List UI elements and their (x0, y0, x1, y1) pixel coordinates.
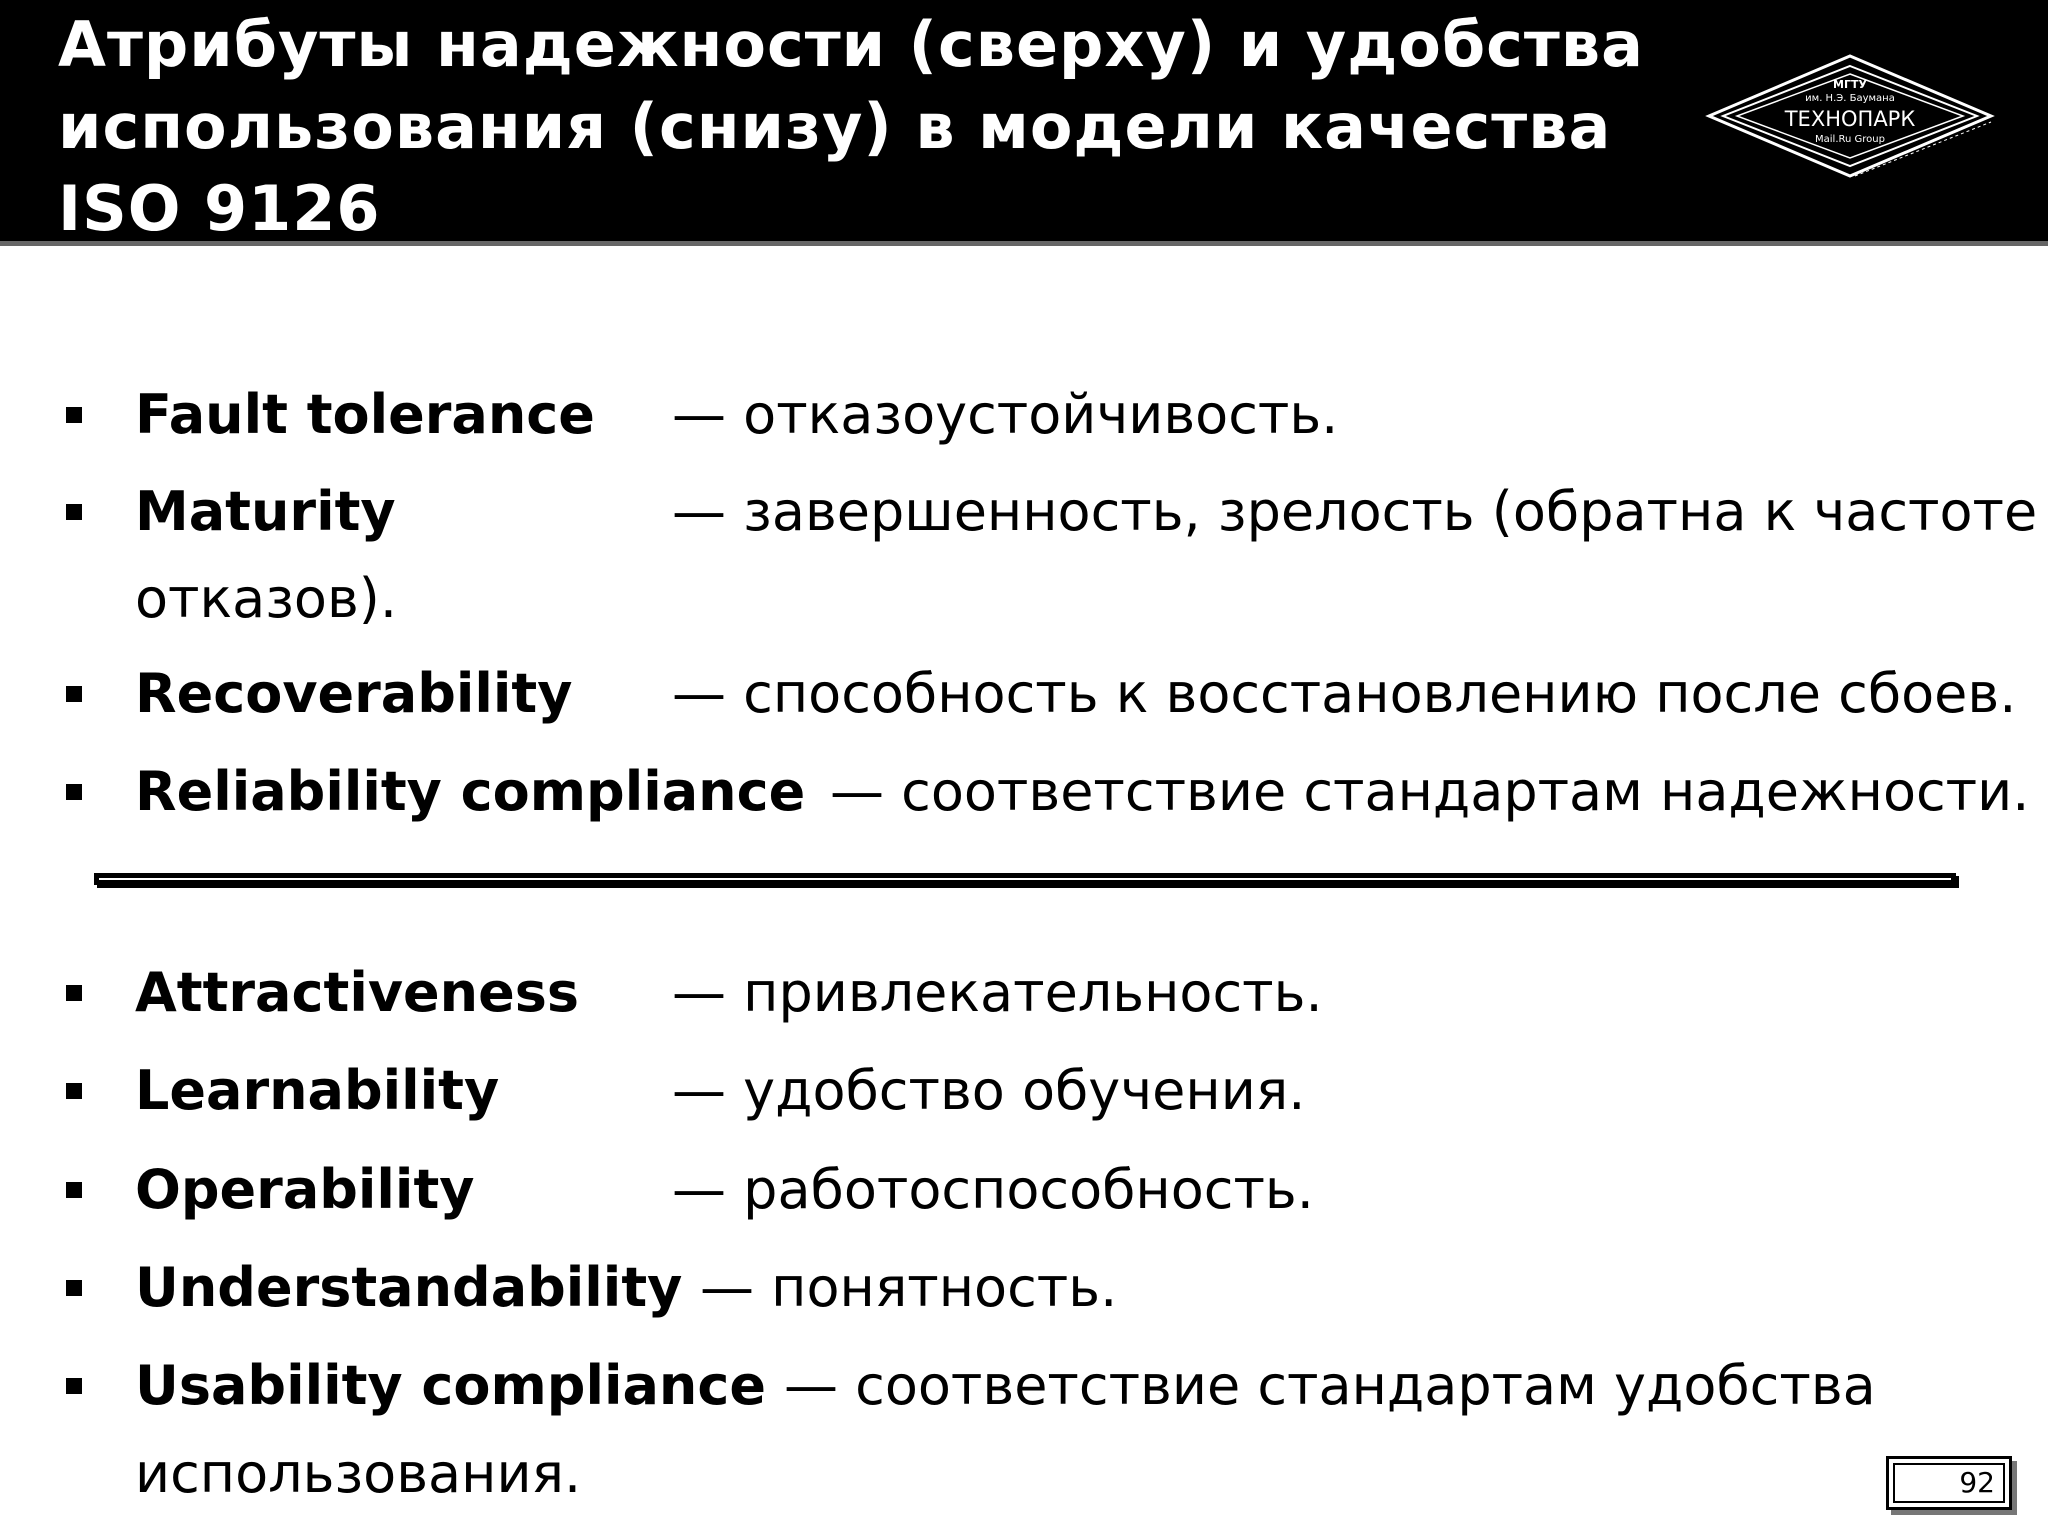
item-term: Attractiveness (135, 961, 579, 1024)
item-term: Learnability (135, 1059, 500, 1122)
bullet-icon (66, 1378, 82, 1394)
item-term: Understandability (135, 1256, 683, 1319)
bullet-icon (66, 504, 82, 520)
title-line-3: ISO 9126 (58, 172, 381, 245)
slide-header (0, 0, 2048, 246)
item-desc-continuation: использования. (135, 1442, 582, 1505)
item-term: Reliability compliance (135, 760, 806, 823)
item-desc: — понятность. (700, 1256, 1118, 1319)
bullet-icon (66, 407, 82, 423)
item-desc: — привлекательность. (672, 961, 1323, 1024)
item-desc: — завершенность, зрелость (обратна к частоте (672, 480, 2038, 543)
bullet-icon (66, 985, 82, 1001)
logo-sub: Mail.Ru Group (1815, 134, 1885, 145)
logo-line1: МГТУ (1833, 78, 1867, 91)
item-desc-continuation: отказов). (135, 567, 398, 630)
item-desc: — удобство обучения. (672, 1059, 1306, 1122)
technopark-logo (1705, 52, 1995, 182)
item-desc: — работоспособность. (672, 1158, 1314, 1221)
bullet-icon (66, 784, 82, 800)
bullet-icon (66, 686, 82, 702)
item-desc: — способность к восстановлению после сбоев. (672, 662, 2017, 725)
page-number: 92 (1959, 1466, 1995, 1499)
logo-line2: им. Н.Э. Баумана (1805, 93, 1895, 104)
logo-name: ТЕХНОПАРК (1784, 107, 1916, 131)
bullet-icon (66, 1182, 82, 1198)
bullet-icon (66, 1280, 82, 1296)
page-number-box (1886, 1456, 2012, 1510)
slide-title (58, 4, 1658, 250)
item-term: Usability compliance (135, 1354, 766, 1417)
item-desc: — соответствие стандартам надежности. (830, 760, 2030, 823)
item-term: Operability (135, 1158, 475, 1221)
title-line-1: Атрибуты надежности (сверху) и удобства (58, 8, 1644, 81)
bullet-icon (66, 1083, 82, 1099)
item-term: Recoverability (135, 662, 573, 725)
item-desc: — отказоустойчивость. (672, 383, 1339, 446)
item-term: Fault tolerance (135, 383, 595, 446)
item-term: Maturity (135, 480, 396, 543)
section-divider (94, 873, 1956, 885)
item-desc: — соответствие стандартам удобства (784, 1354, 1876, 1417)
title-line-2: использования (снизу) в модели качества (58, 90, 1612, 163)
